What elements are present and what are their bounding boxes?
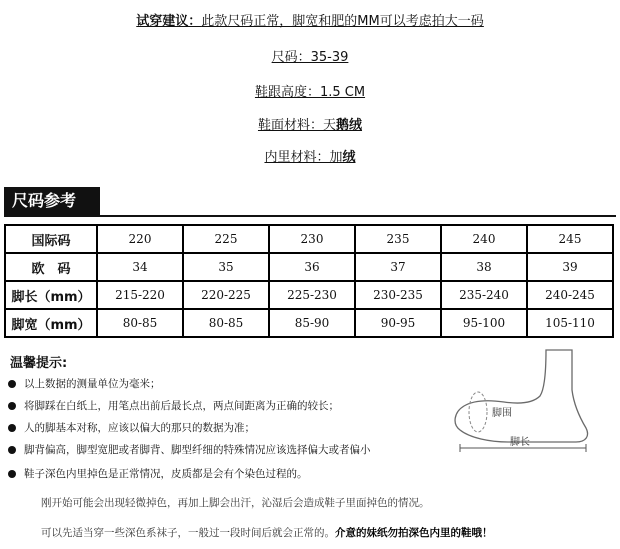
foot-icon xyxy=(455,350,587,442)
bullet-icon xyxy=(8,446,16,454)
foot-measurement-diagram xyxy=(448,346,614,456)
size-cell: 240-245 xyxy=(527,281,613,309)
size-cell: 95-100 xyxy=(441,309,527,337)
fit-advice-label: 试穿建议： xyxy=(136,14,202,29)
size-cell: 37 xyxy=(355,253,441,281)
size-range: 尺码：35-39 xyxy=(271,50,349,65)
size-cell: 245 xyxy=(527,225,613,253)
tip-item: 将脚踩在白纸上，用笔点出前后最长点，两点间距离为正确的较长； xyxy=(8,399,339,413)
size-cell: 39 xyxy=(527,253,613,281)
size-cell: 240 xyxy=(441,225,527,253)
size-cell: 225-230 xyxy=(269,281,355,309)
size-table-row xyxy=(5,253,613,281)
size-cell: 235 xyxy=(355,225,441,253)
size-cell: 85-90 xyxy=(269,309,355,337)
size-cell: 34 xyxy=(97,253,183,281)
bullet-icon xyxy=(8,402,16,410)
size-cell: 80-85 xyxy=(97,309,183,337)
foot-width-label: 脚围 xyxy=(492,408,512,419)
tip-item: 鞋子深色内里掉色是正常情况，皮质都是会有个染色过程的。 xyxy=(8,467,308,481)
row-header: 国际码 xyxy=(5,225,97,253)
tip-paragraph: 刚开始可能会出现轻微掉色，再加上脚会出汗，沁湿后会造成鞋子里面掉色的情况。 xyxy=(41,497,430,509)
lining-material: 内里材料：加绒 xyxy=(264,150,356,165)
size-cell: 215-220 xyxy=(97,281,183,309)
size-cell: 235-240 xyxy=(441,281,527,309)
size-cell: 90-95 xyxy=(355,309,441,337)
tip-item: 脚背偏高，脚型宽肥或者脚背、脚型纤细的特殊情况应该选择偏大或者偏小 xyxy=(8,443,371,457)
size-cell: 105-110 xyxy=(527,309,613,337)
tip-item: 以上数据的测量单位为毫米； xyxy=(8,377,161,391)
size-cell: 220 xyxy=(97,225,183,253)
size-cell: 220-225 xyxy=(183,281,269,309)
size-cell: 230-235 xyxy=(355,281,441,309)
tip-paragraph: 可以先适当穿一些深色系袜子，一般过一段时间后就会正常的。介意的妹纸勿拍深色内里的鞋哦！ xyxy=(41,527,493,539)
row-header: 脚宽（mm） xyxy=(5,309,97,337)
size-cell: 35 xyxy=(183,253,269,281)
size-cell: 230 xyxy=(269,225,355,253)
foot-length-label: 脚长 xyxy=(510,437,530,448)
row-header: 欧 码 xyxy=(5,253,97,281)
row-header: 脚长（mm） xyxy=(5,281,97,309)
upper-material: 鞋面材料：天鹅绒 xyxy=(257,118,363,133)
size-table-row xyxy=(5,309,613,337)
size-cell: 36 xyxy=(269,253,355,281)
tips-title: 温馨提示: xyxy=(10,356,68,371)
size-table xyxy=(4,224,614,338)
header-divider xyxy=(4,215,616,217)
size-reference-header: 尺码参考 xyxy=(4,187,100,215)
size-table-row xyxy=(5,281,613,309)
bullet-icon xyxy=(8,470,16,478)
size-cell: 225 xyxy=(183,225,269,253)
size-cell: 38 xyxy=(441,253,527,281)
size-cell: 80-85 xyxy=(183,309,269,337)
heel-height: 鞋跟高度：1.5 CM xyxy=(254,85,366,100)
tip-item: 人的脚基本对称，应该以偏大的那只的数据为准； xyxy=(8,421,255,435)
foot-width-circle xyxy=(469,392,487,432)
fit-advice xyxy=(0,14,620,30)
bullet-icon xyxy=(8,424,16,432)
bullet-icon xyxy=(8,380,16,388)
size-table-row xyxy=(5,225,613,253)
fit-advice-text: 此款尺码正常，脚宽和肥的MM可以考虑拍大一码 xyxy=(201,14,484,29)
